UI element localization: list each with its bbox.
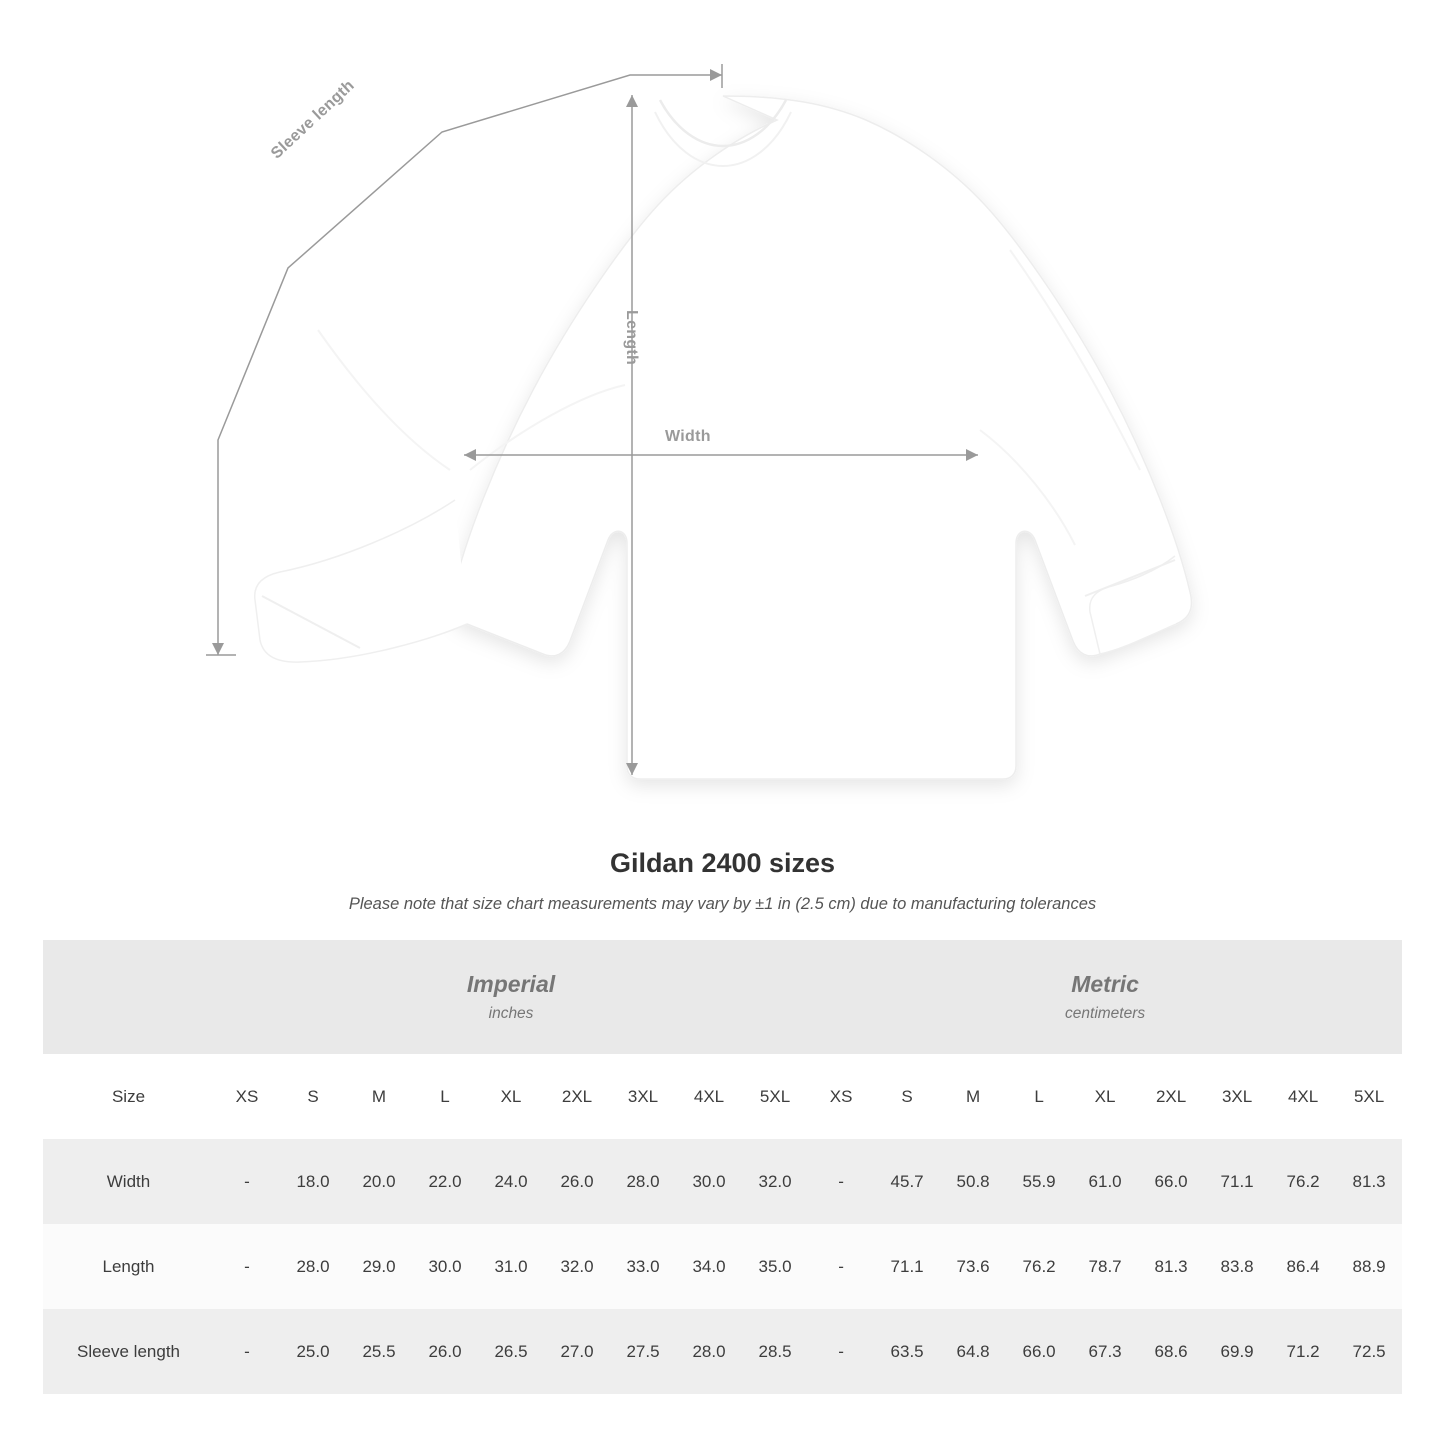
unit-group-metric (808, 940, 1402, 1054)
cell: - (214, 1309, 280, 1394)
cell: 22.0 (412, 1139, 478, 1224)
size-header-cell: 5XL (1336, 1054, 1402, 1139)
size-header-cell: S (874, 1054, 940, 1139)
cell: 71.1 (874, 1224, 940, 1309)
cell: 64.8 (940, 1309, 1006, 1394)
unit-spacer (43, 940, 214, 1054)
size-header-label: Size (43, 1054, 214, 1139)
size-table-wrapper (43, 940, 1402, 1394)
size-header-row (43, 1054, 1402, 1139)
size-header-cell: 4XL (676, 1054, 742, 1139)
cell: 31.0 (478, 1224, 544, 1309)
cell: 26.0 (544, 1139, 610, 1224)
unit-metric-name: Metric (1071, 971, 1139, 997)
unit-metric-sub: centimeters (1065, 1005, 1146, 1022)
table-row (43, 1224, 1402, 1309)
cell: 27.0 (544, 1309, 610, 1394)
title-block (0, 848, 1445, 914)
cell: 24.0 (478, 1139, 544, 1224)
table-row (43, 1139, 1402, 1224)
cell: 45.7 (874, 1139, 940, 1224)
size-header-cell: S (280, 1054, 346, 1139)
cell: 61.0 (1072, 1139, 1138, 1224)
cell: 28.5 (742, 1309, 808, 1394)
table-row (43, 1309, 1402, 1394)
cell: 50.8 (940, 1139, 1006, 1224)
size-table (43, 940, 1402, 1394)
cell: 66.0 (1138, 1139, 1204, 1224)
cell: 30.0 (676, 1139, 742, 1224)
cell: - (214, 1224, 280, 1309)
cell: 86.4 (1270, 1224, 1336, 1309)
size-header-cell: XS (808, 1054, 874, 1139)
cell: 81.3 (1138, 1224, 1204, 1309)
size-header-cell: 3XL (1204, 1054, 1270, 1139)
cell: 71.2 (1270, 1309, 1336, 1394)
cell: - (808, 1309, 874, 1394)
cell: 76.2 (1270, 1139, 1336, 1224)
size-header-cell: 4XL (1270, 1054, 1336, 1139)
cell: 25.0 (280, 1309, 346, 1394)
cell: 25.5 (346, 1309, 412, 1394)
size-header-cell: XS (214, 1054, 280, 1139)
cell: 73.6 (940, 1224, 1006, 1309)
cell: 26.5 (478, 1309, 544, 1394)
size-header-cell: M (940, 1054, 1006, 1139)
cell: 88.9 (1336, 1224, 1402, 1309)
cell: 69.9 (1204, 1309, 1270, 1394)
cell: 26.0 (412, 1309, 478, 1394)
cell: 32.0 (742, 1139, 808, 1224)
cell: 55.9 (1006, 1139, 1072, 1224)
unit-group-row (43, 940, 1402, 1054)
cell: 67.3 (1072, 1309, 1138, 1394)
width-label: Width (665, 428, 711, 445)
cell: 71.1 (1204, 1139, 1270, 1224)
cell: 27.5 (610, 1309, 676, 1394)
cell: 28.0 (676, 1309, 742, 1394)
cell: 35.0 (742, 1224, 808, 1309)
size-header-cell: XL (1072, 1054, 1138, 1139)
cell: 30.0 (412, 1224, 478, 1309)
sleeve-length-label: Sleeve length (268, 76, 358, 163)
shirt-body (452, 96, 1192, 779)
unit-group-imperial (214, 940, 808, 1054)
size-header-cell: 2XL (544, 1054, 610, 1139)
cell: - (808, 1224, 874, 1309)
cell: - (808, 1139, 874, 1224)
unit-imperial-name: Imperial (466, 971, 556, 997)
cell: 34.0 (676, 1224, 742, 1309)
cell: 76.2 (1006, 1224, 1072, 1309)
size-header-cell: L (1006, 1054, 1072, 1139)
row-label-width: Width (43, 1139, 214, 1224)
cell: 68.6 (1138, 1309, 1204, 1394)
cell: 33.0 (610, 1224, 676, 1309)
size-header-cell: M (346, 1054, 412, 1139)
cell: 66.0 (1006, 1309, 1072, 1394)
cell: - (214, 1139, 280, 1224)
cell: 28.0 (610, 1139, 676, 1224)
cell: 81.3 (1336, 1139, 1402, 1224)
size-header-cell: 2XL (1138, 1054, 1204, 1139)
size-header-cell: XL (478, 1054, 544, 1139)
page-title: Gildan 2400 sizes (609, 848, 836, 878)
size-header-cell: L (412, 1054, 478, 1139)
length-label: Length (623, 310, 640, 366)
cell: 29.0 (346, 1224, 412, 1309)
unit-imperial-sub: inches (488, 1005, 534, 1022)
row-label-sleeve-length: Sleeve length (43, 1309, 214, 1394)
row-label-length: Length (43, 1224, 214, 1309)
tolerance-note: Please note that size chart measurements may vary by ±1 in (2.5 cm) due to manufacturing tolerances (348, 895, 1097, 913)
cell: 72.5 (1336, 1309, 1402, 1394)
cell: 28.0 (280, 1224, 346, 1309)
cell: 83.8 (1204, 1224, 1270, 1309)
cell: 18.0 (280, 1139, 346, 1224)
cell: 32.0 (544, 1224, 610, 1309)
cell: 20.0 (346, 1139, 412, 1224)
cell: 63.5 (874, 1309, 940, 1394)
size-header-cell: 5XL (742, 1054, 808, 1139)
size-header-cell: 3XL (610, 1054, 676, 1139)
cell: 78.7 (1072, 1224, 1138, 1309)
